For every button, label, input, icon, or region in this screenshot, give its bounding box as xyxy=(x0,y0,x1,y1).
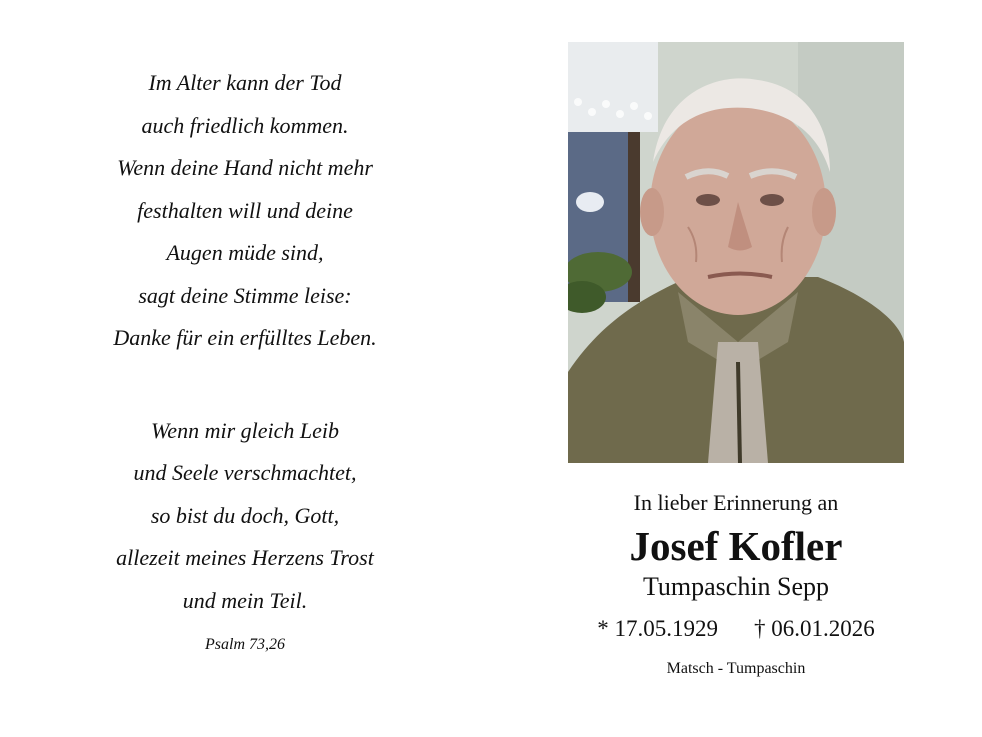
poem-line: auch friedlich kommen. xyxy=(141,112,349,138)
deceased-name: Josef Kofler xyxy=(629,523,843,569)
poem-line: sagt deine Stimme leise: xyxy=(138,282,352,308)
poem-line: festhalten will und deine xyxy=(137,197,353,223)
poem-line: allezeit meines Herzens Trost xyxy=(116,545,374,570)
poem-source: Psalm 73,26 xyxy=(205,636,285,653)
poem-column xyxy=(40,62,450,654)
poem-line: Wenn deine Hand nicht mehr xyxy=(117,155,373,180)
poem-line: so bist du doch, Gott, xyxy=(150,502,340,528)
birth-date: * 17.05.1929 xyxy=(597,616,718,641)
poem-line: und mein Teil. xyxy=(182,587,308,613)
portrait-photo xyxy=(568,42,904,463)
deceased-nickname: Tumpaschin Sepp xyxy=(642,572,830,601)
poem-stanza-1 xyxy=(40,62,450,360)
home-place: Matsch - Tumpaschin xyxy=(666,660,806,677)
poem-line: Danke für ein erfülltes Leben. xyxy=(113,325,377,350)
poem-line: und Seele verschmachtet, xyxy=(133,460,357,485)
poem-stanza-2 xyxy=(40,410,450,623)
life-dates xyxy=(536,614,936,644)
poem-line: Im Alter kann der Tod xyxy=(148,70,342,95)
poem-line: Augen müde sind, xyxy=(166,240,324,265)
portrait-illustration xyxy=(568,42,904,463)
memorial-block xyxy=(536,488,936,678)
poem-line: Wenn mir gleich Leib xyxy=(151,417,339,443)
death-date: † 06.01.2026 xyxy=(754,616,875,641)
memorial-intro: In lieber Erinnerung an xyxy=(633,490,839,515)
